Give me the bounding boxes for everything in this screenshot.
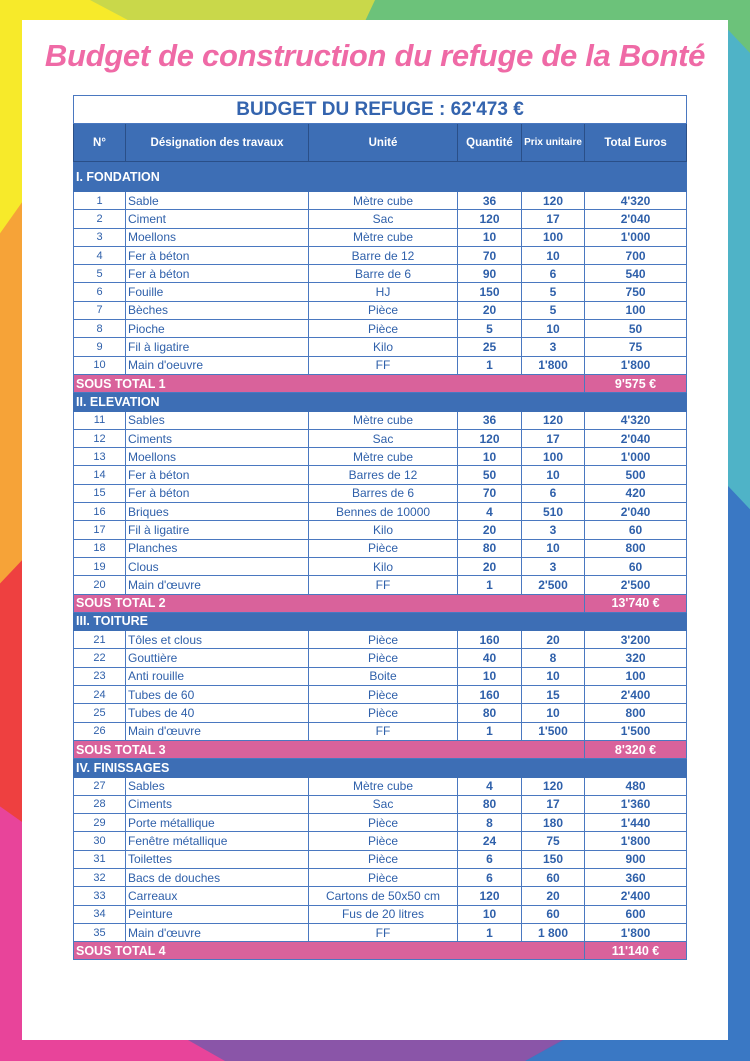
row-unit: Pièce	[309, 814, 458, 832]
row-designation: Main d'oeuvre	[126, 356, 309, 374]
row-number: 31	[74, 850, 126, 868]
row-unit-price: 10	[522, 539, 585, 557]
row-designation: Fenêtre métallique	[126, 832, 309, 850]
row-number: 20	[74, 576, 126, 594]
table-row	[74, 484, 687, 502]
row-unit: Pièce	[309, 850, 458, 868]
row-designation: Moellons	[126, 228, 309, 246]
row-designation: Tôles et clous	[126, 631, 309, 649]
table-row	[74, 356, 687, 374]
row-unit-price: 3	[522, 521, 585, 539]
row-designation: Main d'œuvre	[126, 923, 309, 941]
subtotal-label: SOUS TOTAL 2	[74, 594, 585, 612]
row-unit-price: 6	[522, 484, 585, 502]
row-designation: Main d'œuvre	[126, 576, 309, 594]
row-total: 2'400	[585, 887, 687, 905]
row-designation: Bacs de douches	[126, 868, 309, 886]
section-header	[74, 162, 687, 192]
header-unit-price: Prix unitaire	[522, 124, 585, 162]
table-row	[74, 814, 687, 832]
header-number: N°	[74, 124, 126, 162]
row-quantity: 120	[458, 210, 522, 228]
row-unit-price: 6	[522, 265, 585, 283]
subtotal-value: 8'320 €	[585, 740, 687, 758]
row-quantity: 6	[458, 850, 522, 868]
row-unit: Fus de 20 litres	[309, 905, 458, 923]
row-quantity: 1	[458, 722, 522, 740]
row-unit: Pièce	[309, 301, 458, 319]
subtotal-row	[74, 594, 687, 612]
row-unit: FF	[309, 923, 458, 941]
row-total: 1'800	[585, 356, 687, 374]
table-row	[74, 539, 687, 557]
row-number: 34	[74, 905, 126, 923]
header-quantity: Quantité	[458, 124, 522, 162]
header-unit: Unité	[309, 124, 458, 162]
table-row	[74, 667, 687, 685]
row-total: 750	[585, 283, 687, 301]
row-quantity: 1	[458, 576, 522, 594]
row-unit-price: 150	[522, 850, 585, 868]
row-number: 2	[74, 210, 126, 228]
table-row	[74, 576, 687, 594]
row-unit-price: 10	[522, 667, 585, 685]
subtotal-label: SOUS TOTAL 1	[74, 374, 585, 392]
row-quantity: 40	[458, 649, 522, 667]
row-unit: FF	[309, 722, 458, 740]
row-number: 6	[74, 283, 126, 301]
row-unit: Pièce	[309, 832, 458, 850]
table-row	[74, 466, 687, 484]
table-row	[74, 283, 687, 301]
row-designation: Anti rouille	[126, 667, 309, 685]
table-row	[74, 722, 687, 740]
row-quantity: 10	[458, 448, 522, 466]
table-row	[74, 887, 687, 905]
row-designation: Ciments	[126, 795, 309, 813]
row-number: 14	[74, 466, 126, 484]
row-total: 1'440	[585, 814, 687, 832]
row-unit: Sac	[309, 429, 458, 447]
subtotal-row	[74, 740, 687, 758]
row-quantity: 80	[458, 795, 522, 813]
table-row	[74, 503, 687, 521]
subtotal-row	[74, 942, 687, 960]
row-unit-price: 510	[522, 503, 585, 521]
row-unit-price: 100	[522, 228, 585, 246]
header-total: Total Euros	[585, 124, 687, 162]
subtotal-value: 11'140 €	[585, 942, 687, 960]
row-number: 26	[74, 722, 126, 740]
row-quantity: 120	[458, 429, 522, 447]
row-quantity: 70	[458, 246, 522, 264]
table-row	[74, 210, 687, 228]
row-unit-price: 10	[522, 246, 585, 264]
row-number: 18	[74, 539, 126, 557]
row-unit: Kilo	[309, 557, 458, 575]
row-designation: Fer à béton	[126, 246, 309, 264]
row-designation: Tubes de 40	[126, 704, 309, 722]
table-row	[74, 704, 687, 722]
row-unit-price: 1 800	[522, 923, 585, 941]
row-unit: Barre de 12	[309, 246, 458, 264]
row-number: 4	[74, 246, 126, 264]
section-title: IV. FINISSAGES	[74, 759, 687, 777]
row-number: 16	[74, 503, 126, 521]
row-designation: Main d'œuvre	[126, 722, 309, 740]
row-total: 360	[585, 868, 687, 886]
row-quantity: 4	[458, 777, 522, 795]
row-total: 500	[585, 466, 687, 484]
row-unit-price: 120	[522, 777, 585, 795]
row-unit-price: 10	[522, 320, 585, 338]
row-total: 2'040	[585, 210, 687, 228]
row-unit-price: 17	[522, 429, 585, 447]
table-row	[74, 448, 687, 466]
row-number: 8	[74, 320, 126, 338]
row-unit-price: 75	[522, 832, 585, 850]
row-designation: Tubes de 60	[126, 686, 309, 704]
row-total: 50	[585, 320, 687, 338]
row-quantity: 20	[458, 557, 522, 575]
table-row	[74, 521, 687, 539]
row-designation: Moellons	[126, 448, 309, 466]
row-quantity: 120	[458, 887, 522, 905]
page-title: Budget de construction du refuge de la Bonté	[44, 38, 706, 73]
row-quantity: 50	[458, 466, 522, 484]
row-designation: Fil à ligatire	[126, 521, 309, 539]
row-number: 23	[74, 667, 126, 685]
row-unit-price: 3	[522, 557, 585, 575]
row-unit: Barres de 12	[309, 466, 458, 484]
row-total: 2'400	[585, 686, 687, 704]
row-unit-price: 5	[522, 301, 585, 319]
row-unit: Kilo	[309, 521, 458, 539]
subtotal-label: SOUS TOTAL 3	[74, 740, 585, 758]
row-total: 2'040	[585, 429, 687, 447]
header-designation: Désignation des travaux	[126, 124, 309, 162]
row-unit: Mètre cube	[309, 192, 458, 210]
row-unit: Pièce	[309, 704, 458, 722]
row-number: 1	[74, 192, 126, 210]
row-total: 100	[585, 667, 687, 685]
subtotal-label: SOUS TOTAL 4	[74, 942, 585, 960]
row-quantity: 6	[458, 868, 522, 886]
row-number: 11	[74, 411, 126, 429]
row-quantity: 10	[458, 228, 522, 246]
row-number: 32	[74, 868, 126, 886]
row-designation: Planches	[126, 539, 309, 557]
row-unit: Pièce	[309, 868, 458, 886]
table-row	[74, 850, 687, 868]
row-quantity: 150	[458, 283, 522, 301]
table-title: BUDGET DU REFUGE : 62'473 €	[74, 96, 687, 124]
table-row	[74, 338, 687, 356]
row-total: 1'000	[585, 448, 687, 466]
row-unit-price: 180	[522, 814, 585, 832]
row-unit-price: 2'500	[522, 576, 585, 594]
row-quantity: 4	[458, 503, 522, 521]
table-row	[74, 228, 687, 246]
row-unit-price: 20	[522, 887, 585, 905]
row-unit: Pièce	[309, 539, 458, 557]
row-number: 5	[74, 265, 126, 283]
row-unit: Mètre cube	[309, 777, 458, 795]
row-unit-price: 10	[522, 704, 585, 722]
row-designation: Fer à béton	[126, 484, 309, 502]
row-total: 4'320	[585, 192, 687, 210]
row-total: 1'360	[585, 795, 687, 813]
row-total: 480	[585, 777, 687, 795]
table-row	[74, 429, 687, 447]
row-unit-price: 10	[522, 466, 585, 484]
subtotal-value: 13'740 €	[585, 594, 687, 612]
row-quantity: 70	[458, 484, 522, 502]
row-quantity: 1	[458, 356, 522, 374]
row-number: 24	[74, 686, 126, 704]
row-total: 420	[585, 484, 687, 502]
row-unit-price: 1'500	[522, 722, 585, 740]
table-row	[74, 265, 687, 283]
row-unit: Mètre cube	[309, 448, 458, 466]
row-number: 29	[74, 814, 126, 832]
row-number: 17	[74, 521, 126, 539]
row-unit-price: 20	[522, 631, 585, 649]
row-designation: Pioche	[126, 320, 309, 338]
row-unit-price: 60	[522, 868, 585, 886]
row-designation: Fouille	[126, 283, 309, 301]
subtotal-row	[74, 374, 687, 392]
row-unit-price: 17	[522, 795, 585, 813]
row-unit: Bennes de 10000	[309, 503, 458, 521]
row-total: 100	[585, 301, 687, 319]
row-unit: HJ	[309, 283, 458, 301]
row-designation: Sables	[126, 777, 309, 795]
budget-table	[73, 95, 687, 960]
row-quantity: 36	[458, 411, 522, 429]
row-quantity: 160	[458, 631, 522, 649]
table-row	[74, 868, 687, 886]
section-title: I. FONDATION	[74, 162, 687, 192]
row-designation: Briques	[126, 503, 309, 521]
section-title: III. TOITURE	[74, 612, 687, 630]
row-total: 600	[585, 905, 687, 923]
row-total: 1'800	[585, 923, 687, 941]
row-total: 800	[585, 704, 687, 722]
section-header	[74, 612, 687, 630]
row-unit: Mètre cube	[309, 228, 458, 246]
row-designation: Ciment	[126, 210, 309, 228]
row-total: 320	[585, 649, 687, 667]
row-designation: Toilettes	[126, 850, 309, 868]
row-unit-price: 120	[522, 192, 585, 210]
row-designation: Sable	[126, 192, 309, 210]
row-unit-price: 5	[522, 283, 585, 301]
row-quantity: 1	[458, 923, 522, 941]
row-number: 28	[74, 795, 126, 813]
header-row	[74, 124, 687, 162]
row-unit-price: 3	[522, 338, 585, 356]
row-designation: Fer à béton	[126, 265, 309, 283]
row-total: 1'800	[585, 832, 687, 850]
table-row	[74, 411, 687, 429]
row-designation: Fer à béton	[126, 466, 309, 484]
row-number: 35	[74, 923, 126, 941]
table-row	[74, 923, 687, 941]
table-row	[74, 301, 687, 319]
row-total: 60	[585, 521, 687, 539]
row-designation: Clous	[126, 557, 309, 575]
row-number: 22	[74, 649, 126, 667]
row-number: 30	[74, 832, 126, 850]
row-designation: Peinture	[126, 905, 309, 923]
row-designation: Carreaux	[126, 887, 309, 905]
table-row	[74, 795, 687, 813]
table-row	[74, 192, 687, 210]
row-unit: Barre de 6	[309, 265, 458, 283]
row-designation: Sables	[126, 411, 309, 429]
row-total: 900	[585, 850, 687, 868]
row-number: 27	[74, 777, 126, 795]
row-total: 4'320	[585, 411, 687, 429]
row-number: 19	[74, 557, 126, 575]
row-number: 12	[74, 429, 126, 447]
table-row	[74, 777, 687, 795]
row-unit: Sac	[309, 795, 458, 813]
row-quantity: 80	[458, 539, 522, 557]
row-unit: Kilo	[309, 338, 458, 356]
row-number: 25	[74, 704, 126, 722]
row-unit-price: 120	[522, 411, 585, 429]
row-quantity: 20	[458, 521, 522, 539]
row-unit: FF	[309, 356, 458, 374]
section-title: II. ELEVATION	[74, 393, 687, 411]
row-unit: Mètre cube	[309, 411, 458, 429]
row-number: 10	[74, 356, 126, 374]
row-unit: FF	[309, 576, 458, 594]
row-unit-price: 8	[522, 649, 585, 667]
table-row	[74, 832, 687, 850]
row-unit: Pièce	[309, 649, 458, 667]
row-number: 3	[74, 228, 126, 246]
row-quantity: 8	[458, 814, 522, 832]
row-quantity: 160	[458, 686, 522, 704]
row-total: 3'200	[585, 631, 687, 649]
row-quantity: 20	[458, 301, 522, 319]
row-total: 700	[585, 246, 687, 264]
row-number: 15	[74, 484, 126, 502]
row-unit: Cartons de 50x50 cm	[309, 887, 458, 905]
table-row	[74, 631, 687, 649]
table-row	[74, 686, 687, 704]
row-quantity: 90	[458, 265, 522, 283]
row-unit-price: 60	[522, 905, 585, 923]
row-total: 75	[585, 338, 687, 356]
table-row	[74, 649, 687, 667]
row-quantity: 25	[458, 338, 522, 356]
row-number: 33	[74, 887, 126, 905]
table-row	[74, 320, 687, 338]
table-row	[74, 905, 687, 923]
row-designation: Porte métallique	[126, 814, 309, 832]
row-quantity: 80	[458, 704, 522, 722]
row-unit-price: 100	[522, 448, 585, 466]
row-number: 13	[74, 448, 126, 466]
row-unit: Pièce	[309, 631, 458, 649]
table-row	[74, 246, 687, 264]
row-unit: Pièce	[309, 320, 458, 338]
row-designation: Bèches	[126, 301, 309, 319]
row-number: 9	[74, 338, 126, 356]
row-designation: Gouttière	[126, 649, 309, 667]
row-designation: Ciments	[126, 429, 309, 447]
row-total: 540	[585, 265, 687, 283]
section-header	[74, 393, 687, 411]
table-row	[74, 557, 687, 575]
row-total: 2'500	[585, 576, 687, 594]
row-designation: Fil à ligatire	[126, 338, 309, 356]
row-quantity: 36	[458, 192, 522, 210]
row-total: 1'500	[585, 722, 687, 740]
row-total: 2'040	[585, 503, 687, 521]
row-unit: Sac	[309, 210, 458, 228]
row-unit: Pièce	[309, 686, 458, 704]
row-total: 60	[585, 557, 687, 575]
row-unit-price: 1'800	[522, 356, 585, 374]
row-unit-price: 15	[522, 686, 585, 704]
row-quantity: 5	[458, 320, 522, 338]
row-unit-price: 17	[522, 210, 585, 228]
section-header	[74, 759, 687, 777]
row-number: 7	[74, 301, 126, 319]
row-quantity: 10	[458, 905, 522, 923]
row-number: 21	[74, 631, 126, 649]
row-unit: Boite	[309, 667, 458, 685]
row-total: 1'000	[585, 228, 687, 246]
row-quantity: 10	[458, 667, 522, 685]
row-unit: Barres de 6	[309, 484, 458, 502]
subtotal-value: 9'575 €	[585, 374, 687, 392]
row-total: 800	[585, 539, 687, 557]
row-quantity: 24	[458, 832, 522, 850]
